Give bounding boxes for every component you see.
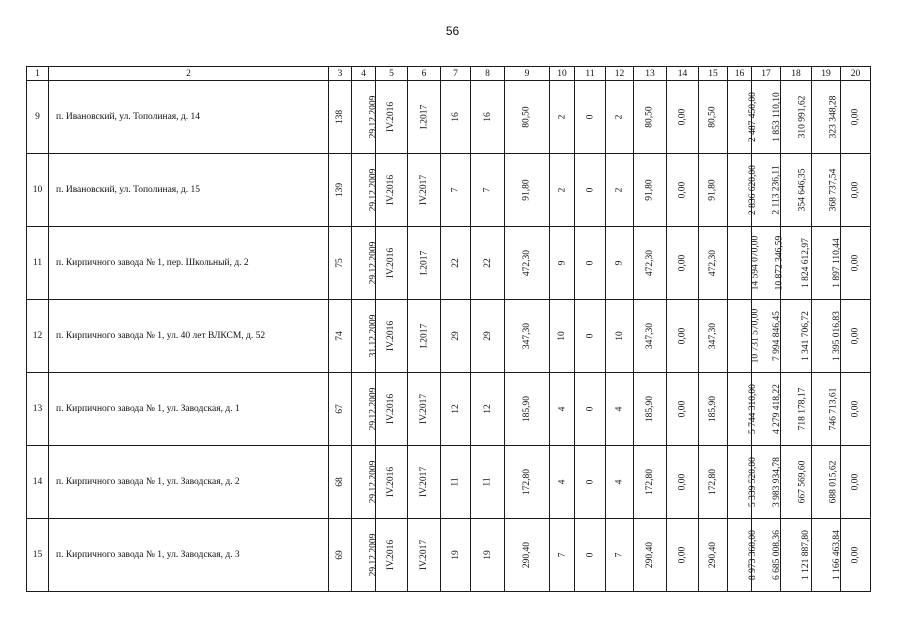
column-14-value: 0,00 — [677, 108, 688, 126]
column-4-value: 29.12.2009 — [368, 168, 379, 212]
column-13-cell — [634, 81, 667, 154]
column-11-value: 0 — [585, 260, 595, 266]
row-number-cell: 12 — [27, 300, 49, 373]
column-17-value: 2 113 236,11 — [771, 165, 782, 215]
column-8-value: 16 — [482, 112, 493, 122]
column-10-value: 2 — [557, 114, 567, 120]
column-9-value: 472,30 — [522, 249, 532, 277]
column-5-cell — [376, 446, 408, 519]
column-9-value: 80,50 — [522, 106, 532, 128]
column-13-value: 91,80 — [645, 179, 655, 201]
header-cell: 3 — [329, 67, 352, 81]
column-11-value: 0 — [585, 333, 595, 339]
column-10-cell — [550, 300, 575, 373]
column-5-cell — [376, 227, 408, 300]
column-3-value: 68 — [335, 477, 345, 487]
column-5-cell — [376, 519, 408, 592]
column-18-value: 1 341 706,72 — [800, 311, 811, 361]
column-3-value: 138 — [335, 109, 345, 125]
column-8-value: 19 — [482, 550, 493, 560]
header-cell: 8 — [471, 67, 505, 81]
column-7-value: 12 — [450, 404, 461, 414]
column-11-cell — [575, 154, 606, 227]
column-15-value: 290,40 — [708, 541, 718, 569]
column-19-value: 368 737,54 — [828, 168, 839, 212]
column-11-value: 0 — [585, 187, 595, 193]
column-15-value: 185,90 — [708, 395, 718, 423]
column-9-cell — [505, 227, 550, 300]
table-row — [27, 81, 871, 154]
column-14-cell — [667, 373, 699, 446]
column-12-value: 4 — [614, 406, 625, 412]
column-16-cell — [728, 446, 758, 519]
column-20-cell — [841, 446, 871, 519]
table-row — [27, 300, 871, 373]
header-cell: 11 — [575, 67, 606, 81]
column-5-cell — [376, 81, 408, 154]
column-12-cell — [606, 154, 634, 227]
column-11-value: 0 — [585, 479, 595, 485]
column-4-cell — [352, 373, 379, 446]
column-12-value: 7 — [614, 552, 625, 558]
table-row — [27, 519, 871, 592]
column-16-value: 5 744 310,00 — [747, 384, 758, 434]
column-8-cell — [471, 519, 505, 592]
column-12-cell — [606, 300, 634, 373]
column-5-cell — [376, 373, 408, 446]
column-18-cell — [781, 519, 812, 592]
column-19-value: 1 897 110,44 — [831, 238, 842, 288]
column-19-value: 746 713,61 — [828, 387, 839, 431]
column-15-cell — [699, 154, 728, 227]
column-8-value: 12 — [482, 404, 493, 414]
page-number: 56 — [445, 24, 460, 38]
header-cell: 15 — [699, 67, 728, 81]
column-19-value: 323 348,28 — [828, 95, 839, 139]
column-17-value: 3 983 934,78 — [771, 457, 782, 507]
column-7-cell — [441, 519, 471, 592]
column-14-cell — [667, 227, 699, 300]
column-10-value: 4 — [557, 406, 567, 412]
column-7-value: 22 — [450, 258, 461, 268]
column-14-cell — [667, 154, 699, 227]
column-20-value: 0,00 — [850, 108, 861, 126]
column-5-cell — [376, 154, 408, 227]
column-4-cell — [352, 446, 379, 519]
column-18-value: 1 121 887,80 — [800, 530, 811, 580]
column-5-value: IV.2016 — [386, 174, 397, 206]
column-12-value: 10 — [614, 331, 625, 341]
column-20-cell — [841, 373, 871, 446]
column-20-value: 0,00 — [850, 254, 861, 272]
column-18-cell — [781, 300, 812, 373]
column-19-cell — [812, 227, 841, 300]
column-15-value: 80,50 — [708, 106, 718, 128]
column-8-cell — [471, 446, 505, 519]
column-12-value: 9 — [614, 260, 625, 266]
column-16-value: 5 339 520,00 — [747, 457, 758, 507]
column-20-cell — [841, 227, 871, 300]
column-16-value: 10 731 570,00 — [750, 308, 761, 364]
column-14-value: 0,00 — [677, 546, 688, 564]
column-12-value: 2 — [614, 187, 625, 193]
column-4-cell — [352, 227, 379, 300]
column-15-value: 172,80 — [708, 468, 718, 496]
column-18-value: 310 991,62 — [797, 95, 808, 139]
column-7-value: 7 — [450, 187, 461, 193]
column-14-cell — [667, 81, 699, 154]
column-13-value: 185,90 — [645, 395, 655, 423]
column-7-cell — [441, 81, 471, 154]
row-number-cell: 11 — [27, 227, 49, 300]
column-18-value: 354 646,35 — [797, 168, 808, 212]
column-16-cell — [728, 227, 761, 300]
column-16-cell — [728, 81, 758, 154]
column-18-cell — [781, 227, 812, 300]
column-15-cell — [699, 81, 728, 154]
column-9-cell — [505, 446, 550, 519]
column-12-value: 4 — [614, 479, 625, 485]
column-7-cell — [441, 300, 471, 373]
column-3-cell — [329, 81, 352, 154]
header-cell: 19 — [812, 67, 841, 81]
address-cell: п. Кирпичного завода № 1, ул. Заводская, д. 3 — [49, 519, 329, 592]
column-11-cell — [575, 227, 606, 300]
row-number-cell: 15 — [27, 519, 49, 592]
column-4-cell — [352, 81, 379, 154]
column-15-cell — [699, 373, 728, 446]
column-15-cell — [699, 519, 728, 592]
header-cell: 17 — [752, 67, 781, 81]
column-18-cell — [781, 154, 812, 227]
column-17-value: 1 853 110,10 — [771, 92, 782, 142]
header-cell: 1 — [27, 67, 49, 81]
column-17-value: 6 685 008,36 — [771, 530, 782, 580]
row-number-cell: 13 — [27, 373, 49, 446]
column-8-value: 29 — [482, 331, 493, 341]
column-16-value: 2 487 450,00 — [747, 92, 758, 142]
column-10-value: 9 — [557, 260, 567, 266]
column-8-cell — [471, 227, 505, 300]
column-7-value: 29 — [450, 331, 461, 341]
column-13-cell — [634, 519, 667, 592]
column-10-value: 4 — [557, 479, 567, 485]
column-9-cell — [505, 154, 550, 227]
column-12-cell — [606, 519, 634, 592]
column-11-cell — [575, 519, 606, 592]
column-5-value: IV.2016 — [386, 466, 397, 498]
column-6-value: IV.2017 — [419, 539, 429, 571]
row-number-cell: 14 — [27, 446, 49, 519]
column-12-cell — [606, 81, 634, 154]
column-13-value: 290,40 — [645, 541, 655, 569]
column-10-value: 7 — [557, 552, 567, 558]
column-11-cell — [575, 300, 606, 373]
row-number-cell: 10 — [27, 154, 49, 227]
column-13-value: 80,50 — [645, 106, 655, 128]
column-20-value: 0,00 — [850, 400, 861, 418]
column-9-value: 290,40 — [522, 541, 532, 569]
column-15-value: 472,30 — [708, 249, 718, 277]
column-8-value: 7 — [482, 187, 493, 193]
column-11-value: 0 — [585, 406, 595, 412]
column-7-value: 19 — [450, 550, 461, 560]
header-cell: 20 — [841, 67, 871, 81]
column-7-value: 11 — [450, 477, 461, 487]
column-10-value: 10 — [557, 331, 567, 341]
column-14-cell — [667, 300, 699, 373]
column-3-value: 67 — [335, 404, 345, 414]
address-cell: п. Ивановский, ул. Тополиная, д. 14 — [49, 81, 329, 154]
column-16-cell — [728, 519, 758, 592]
header-cell: 13 — [634, 67, 667, 81]
column-13-cell — [634, 227, 667, 300]
address-cell: п. Кирпичного завода № 1, ул. 40 лет ВЛКСМ, д. 52 — [49, 300, 329, 373]
column-15-value: 91,80 — [708, 179, 718, 201]
address-cell: п. Ивановский, ул. Тополиная, д. 15 — [49, 154, 329, 227]
column-9-value: 172,80 — [522, 468, 532, 496]
column-13-cell — [634, 373, 667, 446]
column-9-value: 347,30 — [522, 322, 532, 350]
column-4-value: 29.12.2009 — [368, 95, 379, 139]
column-6-cell — [408, 300, 441, 373]
column-4-value: 29.12.2009 — [368, 460, 379, 504]
column-10-cell — [550, 154, 575, 227]
column-3-cell — [329, 227, 352, 300]
header-cell: 2 — [49, 67, 329, 81]
column-3-value: 75 — [335, 258, 345, 268]
column-8-cell — [471, 373, 505, 446]
column-6-value: I.2017 — [418, 323, 429, 349]
column-7-cell — [441, 154, 471, 227]
column-19-cell — [812, 373, 841, 446]
header-cell: 5 — [376, 67, 408, 81]
column-12-cell — [606, 446, 634, 519]
column-3-value: 74 — [335, 331, 345, 341]
column-17-value: 7 994 846,45 — [771, 311, 782, 361]
column-11-cell — [575, 373, 606, 446]
address-cell: п. Кирпичного завода № 1, ул. Заводская, д. 2 — [49, 446, 329, 519]
resettlement-table — [26, 66, 871, 592]
column-19-value: 688 015,62 — [828, 460, 839, 504]
column-10-cell — [550, 519, 575, 592]
column-19-cell — [812, 446, 841, 519]
column-12-cell — [606, 227, 634, 300]
column-13-cell — [634, 300, 667, 373]
column-4-cell — [352, 300, 379, 373]
column-11-cell — [575, 81, 606, 154]
column-8-cell — [471, 81, 505, 154]
column-3-value: 69 — [335, 550, 345, 560]
column-20-cell — [841, 81, 871, 154]
column-14-value: 0,00 — [677, 473, 688, 491]
column-15-cell — [699, 446, 728, 519]
table-row — [27, 154, 871, 227]
column-14-value: 0,00 — [677, 181, 688, 199]
column-19-cell — [812, 81, 841, 154]
column-10-value: 2 — [557, 187, 567, 193]
header-cell: 16 — [728, 67, 752, 81]
column-14-cell — [667, 446, 699, 519]
table-row — [27, 446, 871, 519]
column-8-value: 22 — [482, 258, 493, 268]
column-3-cell — [329, 300, 352, 373]
column-9-value: 91,80 — [522, 179, 532, 201]
column-8-cell — [471, 154, 505, 227]
column-20-cell — [841, 300, 871, 373]
column-4-cell — [352, 154, 379, 227]
column-19-cell — [812, 154, 841, 227]
column-6-value: IV.2017 — [419, 466, 429, 498]
column-14-cell — [667, 519, 699, 592]
column-5-value: IV.2016 — [386, 247, 397, 279]
column-4-value: 29.12.2009 — [368, 533, 379, 577]
column-11-value: 0 — [585, 552, 595, 558]
column-6-value: IV.2017 — [419, 174, 429, 206]
column-3-cell — [329, 446, 352, 519]
column-18-value: 718 178,17 — [797, 387, 808, 431]
column-10-cell — [550, 446, 575, 519]
column-8-cell — [471, 300, 505, 373]
column-18-cell — [781, 81, 812, 154]
column-7-value: 16 — [450, 112, 461, 122]
column-6-cell — [408, 373, 441, 446]
column-13-value: 172,80 — [645, 468, 655, 496]
column-20-cell — [841, 519, 871, 592]
column-7-cell — [441, 227, 471, 300]
column-16-value: 2 836 620,00 — [747, 165, 758, 215]
header-cell: 14 — [667, 67, 699, 81]
column-10-cell — [550, 81, 575, 154]
column-13-value: 347,30 — [645, 322, 655, 350]
header-cell: 6 — [408, 67, 441, 81]
address-cell: п. Кирпичного завода № 1, ул. Заводская, д. 1 — [49, 373, 329, 446]
column-3-cell — [329, 154, 352, 227]
column-6-cell — [408, 81, 441, 154]
column-17-value: 10 872 346,59 — [774, 235, 785, 291]
column-4-value: 29.12.2009 — [368, 241, 379, 285]
header-cell: 12 — [606, 67, 634, 81]
column-6-cell — [408, 154, 441, 227]
header-cell: 9 — [505, 67, 550, 81]
column-5-cell — [376, 300, 408, 373]
column-6-value: IV.2017 — [419, 393, 429, 425]
column-19-cell — [812, 519, 841, 592]
column-18-value: 1 824 612,97 — [800, 238, 811, 288]
column-16-cell — [728, 154, 758, 227]
column-6-value: I.2017 — [418, 250, 429, 276]
column-9-cell — [505, 519, 550, 592]
column-6-cell — [408, 446, 441, 519]
column-13-value: 472,30 — [645, 249, 655, 277]
column-9-cell — [505, 81, 550, 154]
address-cell: п. Кирпичного завода № 1, пер. Школьный, д. 2 — [49, 227, 329, 300]
table-row — [27, 373, 871, 446]
column-11-cell — [575, 446, 606, 519]
column-11-value: 0 — [585, 114, 595, 120]
column-20-value: 0,00 — [850, 473, 861, 491]
column-9-value: 185,90 — [522, 395, 532, 423]
column-19-value: 1 166 463,84 — [831, 530, 842, 580]
column-number-header — [27, 67, 871, 81]
column-13-cell — [634, 446, 667, 519]
column-3-cell — [329, 519, 352, 592]
column-12-value: 2 — [614, 114, 625, 120]
column-14-value: 0,00 — [677, 254, 688, 272]
header-cell: 18 — [781, 67, 812, 81]
column-5-value: IV.2016 — [386, 539, 397, 571]
column-10-cell — [550, 373, 575, 446]
column-18-cell — [781, 373, 812, 446]
column-7-cell — [441, 373, 471, 446]
table-row — [27, 227, 871, 300]
column-20-value: 0,00 — [850, 327, 861, 345]
column-20-value: 0,00 — [850, 181, 861, 199]
header-cell: 4 — [352, 67, 376, 81]
column-16-cell — [728, 300, 761, 373]
column-10-cell — [550, 227, 575, 300]
column-20-value: 0,00 — [850, 546, 861, 564]
column-6-cell — [408, 227, 441, 300]
column-20-cell — [841, 154, 871, 227]
column-14-value: 0,00 — [677, 400, 688, 418]
column-15-cell — [699, 227, 728, 300]
column-7-cell — [441, 446, 471, 519]
column-8-value: 11 — [482, 477, 493, 487]
column-4-cell — [352, 519, 379, 592]
column-16-value: 14 594 070,00 — [750, 235, 761, 291]
column-13-cell — [634, 154, 667, 227]
column-4-value: 31.12.2009 — [368, 314, 379, 358]
column-9-cell — [505, 373, 550, 446]
column-6-value: I.2017 — [418, 104, 429, 130]
column-19-cell — [812, 300, 841, 373]
column-5-value: IV.2016 — [386, 320, 397, 352]
column-3-cell — [329, 373, 352, 446]
header-cell: 7 — [441, 67, 471, 81]
column-19-value: 1 395 016,83 — [831, 311, 842, 361]
column-18-value: 667 569,60 — [797, 460, 808, 504]
column-14-value: 0,00 — [677, 327, 688, 345]
row-number-cell: 9 — [27, 81, 49, 154]
column-4-value: 29.12.2009 — [368, 387, 379, 431]
column-9-cell — [505, 300, 550, 373]
column-18-cell — [781, 446, 812, 519]
column-17-value: 4 279 418,22 — [771, 384, 782, 434]
header-cell: 10 — [550, 67, 575, 81]
column-5-value: IV.2016 — [386, 393, 397, 425]
column-6-cell — [408, 519, 441, 592]
column-3-value: 139 — [335, 182, 345, 198]
column-5-value: IV.2016 — [386, 101, 397, 133]
column-15-cell — [699, 300, 728, 373]
column-15-value: 347,30 — [708, 322, 718, 350]
column-16-cell — [728, 373, 758, 446]
column-12-cell — [606, 373, 634, 446]
column-16-value: 8 973 360,00 — [747, 530, 758, 580]
